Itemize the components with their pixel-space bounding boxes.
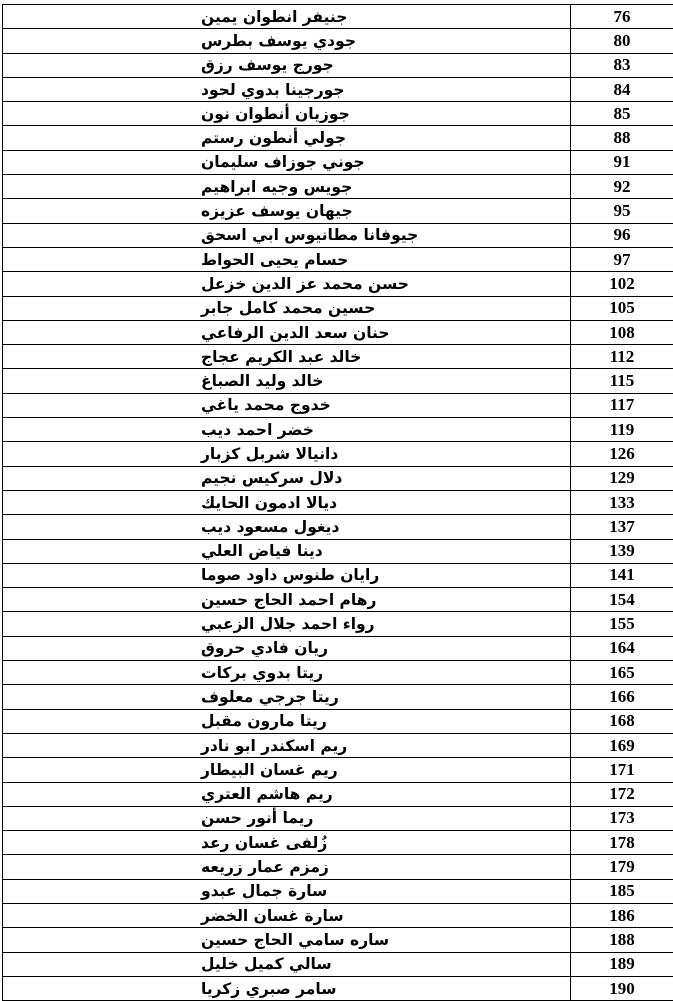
name-cell [3,150,571,174]
table-row [3,879,673,903]
name-cell [3,588,571,612]
name-cell [3,29,571,53]
roster-sheet [2,4,671,1001]
person-name: سارة جمال عبدو [3,882,327,900]
number-cell: 171 [571,758,673,782]
name-cell [3,733,571,757]
name-cell [3,345,571,369]
number-cell: 129 [571,466,673,490]
table-row [3,490,673,514]
person-name: زمزم عمار زريعه [3,858,329,876]
table-row [3,53,673,77]
number-cell: 97 [571,247,673,271]
person-name: ريتا مارون مقبل [3,712,327,730]
table-row [3,685,673,709]
person-name: خدوج محمد ياغي [3,396,331,414]
table-row [3,758,673,782]
person-name: ريم هاشم العتري [3,785,333,803]
number-cell: 115 [571,369,673,393]
number-cell: 178 [571,831,673,855]
name-cell [3,442,571,466]
name-cell [3,199,571,223]
table-row [3,369,673,393]
roster-table [2,4,673,1001]
person-name: سارة غسان الخضر [3,907,344,925]
name-cell [3,320,571,344]
person-name: ريم غسان البيطار [3,761,338,779]
table-row [3,515,673,539]
person-name: جيهان يوسف عزيزه [3,202,353,220]
table-row [3,345,673,369]
table-row [3,588,673,612]
number-cell: 172 [571,782,673,806]
person-name: دلال سركيس نجيم [3,469,342,487]
number-cell: 80 [571,29,673,53]
number-cell: 190 [571,976,673,1000]
name-cell [3,466,571,490]
person-name: سامر صبري زكريا [3,980,336,998]
number-cell: 154 [571,588,673,612]
number-cell: 139 [571,539,673,563]
table-row [3,393,673,417]
table-row [3,539,673,563]
name-cell [3,782,571,806]
number-cell: 112 [571,345,673,369]
number-cell: 105 [571,296,673,320]
name-cell [3,53,571,77]
table-row [3,175,673,199]
number-cell: 84 [571,77,673,101]
person-name: جودي يوسف بطرس [3,32,356,50]
name-cell [3,758,571,782]
name-cell [3,490,571,514]
number-cell: 168 [571,709,673,733]
name-cell [3,77,571,101]
number-cell: 88 [571,126,673,150]
table-row [3,296,673,320]
person-name: رواء احمد جلال الزعبي [3,615,375,633]
person-name: ريما أنور حسن [3,809,313,827]
name-cell [3,175,571,199]
table-row [3,928,673,952]
name-cell [3,223,571,247]
table-row [3,636,673,660]
table-row [3,563,673,587]
number-cell: 102 [571,272,673,296]
number-cell: 179 [571,855,673,879]
person-name: حسام يحيى الحواط [3,251,348,269]
number-cell: 119 [571,418,673,442]
number-cell: 92 [571,175,673,199]
number-cell: 76 [571,5,673,29]
number-cell: 185 [571,879,673,903]
person-name: دينا فياض العلي [3,542,323,560]
person-name: جورج يوسف رزق [3,56,334,74]
number-cell: 155 [571,612,673,636]
number-cell: 137 [571,515,673,539]
table-row [3,612,673,636]
table-row [3,223,673,247]
table-row [3,29,673,53]
person-name: ريتا بدوي بركات [3,664,323,682]
name-cell [3,369,571,393]
number-cell: 133 [571,490,673,514]
table-row [3,733,673,757]
name-cell [3,709,571,733]
person-name: زُلفى غسان رعد [3,834,327,852]
table-row [3,272,673,296]
number-cell: 91 [571,150,673,174]
name-cell [3,272,571,296]
number-cell: 166 [571,685,673,709]
person-name: خضر احمد ديب [3,421,314,439]
person-name: ريتا جرجي معلوف [3,688,339,706]
number-cell: 108 [571,320,673,344]
name-cell [3,247,571,271]
table-row [3,126,673,150]
person-name: جنيفر انطوان يمين [3,8,347,26]
table-row [3,709,673,733]
table-row [3,102,673,126]
person-name: ريم اسكندر ابو نادر [3,737,347,755]
name-cell [3,855,571,879]
table-row [3,952,673,976]
table-row [3,247,673,271]
name-cell [3,903,571,927]
person-name: خالد عبد الكريم عجاج [3,348,361,366]
table-row [3,320,673,344]
number-cell: 164 [571,636,673,660]
table-row [3,199,673,223]
name-cell [3,5,571,29]
person-name: حسين محمد كامل جابر [3,299,375,317]
person-name: ساره سامي الحاج حسين [3,931,389,949]
table-row [3,418,673,442]
number-cell: 95 [571,199,673,223]
name-cell [3,418,571,442]
name-cell [3,102,571,126]
name-cell [3,976,571,1000]
person-name: حسن محمد عز الدين خزعل [3,275,409,293]
name-cell [3,928,571,952]
number-cell: 117 [571,393,673,417]
table-row [3,466,673,490]
table-row [3,661,673,685]
number-cell: 85 [571,102,673,126]
person-name: جولي أنطون رستم [3,129,346,147]
name-cell [3,879,571,903]
number-cell: 165 [571,661,673,685]
person-name: خالد وليد الصباغ [3,372,323,390]
person-name: سالي كميل خليل [3,955,332,973]
person-name: ديغول مسعود ديب [3,518,339,536]
person-name: ديالا ادمون الحايك [3,494,337,512]
name-cell [3,661,571,685]
person-name: جيوفانا مطانيوس ابي اسحق [3,226,418,244]
number-cell: 141 [571,563,673,587]
name-cell [3,126,571,150]
name-cell [3,806,571,830]
name-cell [3,539,571,563]
person-name: رايان طنوس داود صوما [3,566,379,584]
number-cell: 189 [571,952,673,976]
name-cell [3,685,571,709]
name-cell [3,296,571,320]
table-row [3,806,673,830]
number-cell: 186 [571,903,673,927]
roster-body [3,5,673,1001]
name-cell [3,393,571,417]
table-row [3,150,673,174]
person-name: دانيالا شربل كزبار [3,445,338,463]
table-row [3,976,673,1000]
person-name: جويس وجيه ابراهيم [3,178,352,196]
table-row [3,903,673,927]
number-cell: 96 [571,223,673,247]
number-cell: 169 [571,733,673,757]
table-row [3,442,673,466]
name-cell [3,952,571,976]
table-row [3,5,673,29]
name-cell [3,636,571,660]
person-name: جورجينا بدوي لحود [3,81,345,99]
number-cell: 126 [571,442,673,466]
number-cell: 83 [571,53,673,77]
person-name: رهام احمد الحاج حسين [3,591,376,609]
table-row [3,77,673,101]
number-cell: 188 [571,928,673,952]
name-cell [3,612,571,636]
table-row [3,855,673,879]
number-cell: 173 [571,806,673,830]
person-name: جوزيان أنطوان نون [3,105,350,123]
person-name: ريان فادي حروق [3,639,328,657]
name-cell [3,515,571,539]
table-row [3,782,673,806]
name-cell [3,563,571,587]
table-row [3,831,673,855]
person-name: جوني جوزاف سليمان [3,153,365,171]
person-name: حنان سعد الدين الرفاعي [3,324,390,342]
name-cell [3,831,571,855]
